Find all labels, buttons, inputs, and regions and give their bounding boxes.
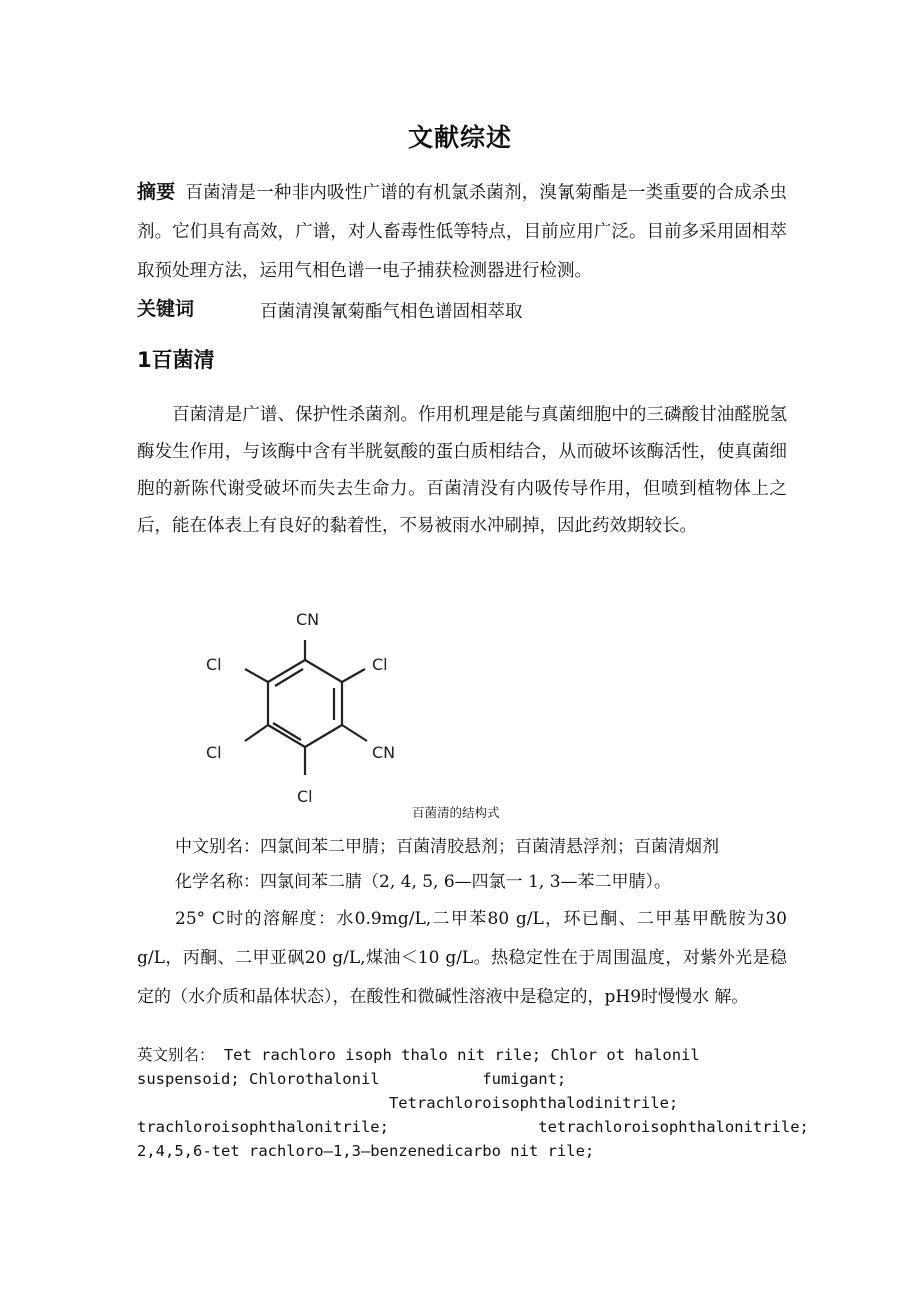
abstract-label: 摘要 [137, 181, 176, 203]
keywords-label: 关键词 [137, 298, 195, 320]
english-alias-line: trachloroisophthalonitrile; tetrachloroisophthalonitrile; [137, 1118, 809, 1136]
english-alias-line: Tetrachloroisophthalodinitrile; [137, 1094, 679, 1112]
english-alias-line: suspensoid; Chlorothalonil fumigant; [137, 1070, 567, 1088]
cl-label-top-left: Cl [206, 655, 222, 674]
abstract-text: 百菌清是一种非内吸性广谱的有机氯杀菌剂，溴氰菊酯是一类重要的合成杀虫剂。它们具有高效，广谱，对人畜毒性低等特点，目前应用广泛。目前多采用固相萃取预处理方法，运用气相色谱一电子捕获检测器进行检测。 [137, 183, 787, 281]
cl-label-top-right: Cl [372, 655, 388, 674]
english-alias-line: 英文别名： Tet rachloro isoph thalo nit rile; Chlor ot halonil [137, 1046, 700, 1064]
section-heading: 1百菌清 [137, 348, 215, 372]
english-alias-line: 2,4,5,6-tet rachloro—1,3—benzenedicarbo nit rile; [137, 1142, 595, 1160]
cn-label-top: CN [296, 610, 320, 629]
structure-caption: 百菌清的结构式 [412, 805, 500, 820]
abstract [137, 173, 787, 291]
cn-label-right: CN [372, 743, 396, 762]
chemical-name: 化学名称：四氯间苯二腈（2, 4, 5, 6—四氯一 1, 3—苯二甲腈）。 [175, 872, 672, 892]
document-title: 文献综述 [407, 123, 512, 152]
properties: 25° C时的溶解度：水0.9mg/L,二甲苯80 g/L，环已酮、二甲基甲酰胺为30 g/L，丙酮、二甲亚砜20 g/L,煤油＜10 g/L。热稳定性在于周围温度，对紫外光是稳定的（水介质和晶体状态），在酸性和微碱性溶液中是稳定的，pH9时慢慢水 解。 [137, 909, 787, 1007]
keywords [137, 294, 523, 325]
keywords-value: 百菌清溴氰菊酯气相色谱固相萃取 [260, 302, 523, 322]
chlorothalonil-structure [195, 600, 425, 815]
cl-label-bottom: Cl [297, 787, 313, 806]
english-alias [137, 1043, 809, 1163]
section-paragraph: 百菌清是广谱、保护性杀菌剂。作用机理是能与真菌细胞中的三磷酸甘油醛脱氢酶发生作用，与该酶中含有半胱氨酸的蛋白质相结合，从而破坏该酶活性，使真菌细胞的新陈代谢受破坏而失去生命力。百菌清没有内吸传导作用，但喷到植物体上之后，能在体表上有良好的黏着性，不易被雨水冲刷掉，因此药效期较长。 [137, 405, 787, 536]
cl-label-bottom-left: Cl [206, 743, 222, 762]
chinese-alias: 中文别名：四氯间苯二甲腈；百菌清胶悬剂；百菌清悬浮剂；百菌清烟剂 [175, 837, 719, 857]
